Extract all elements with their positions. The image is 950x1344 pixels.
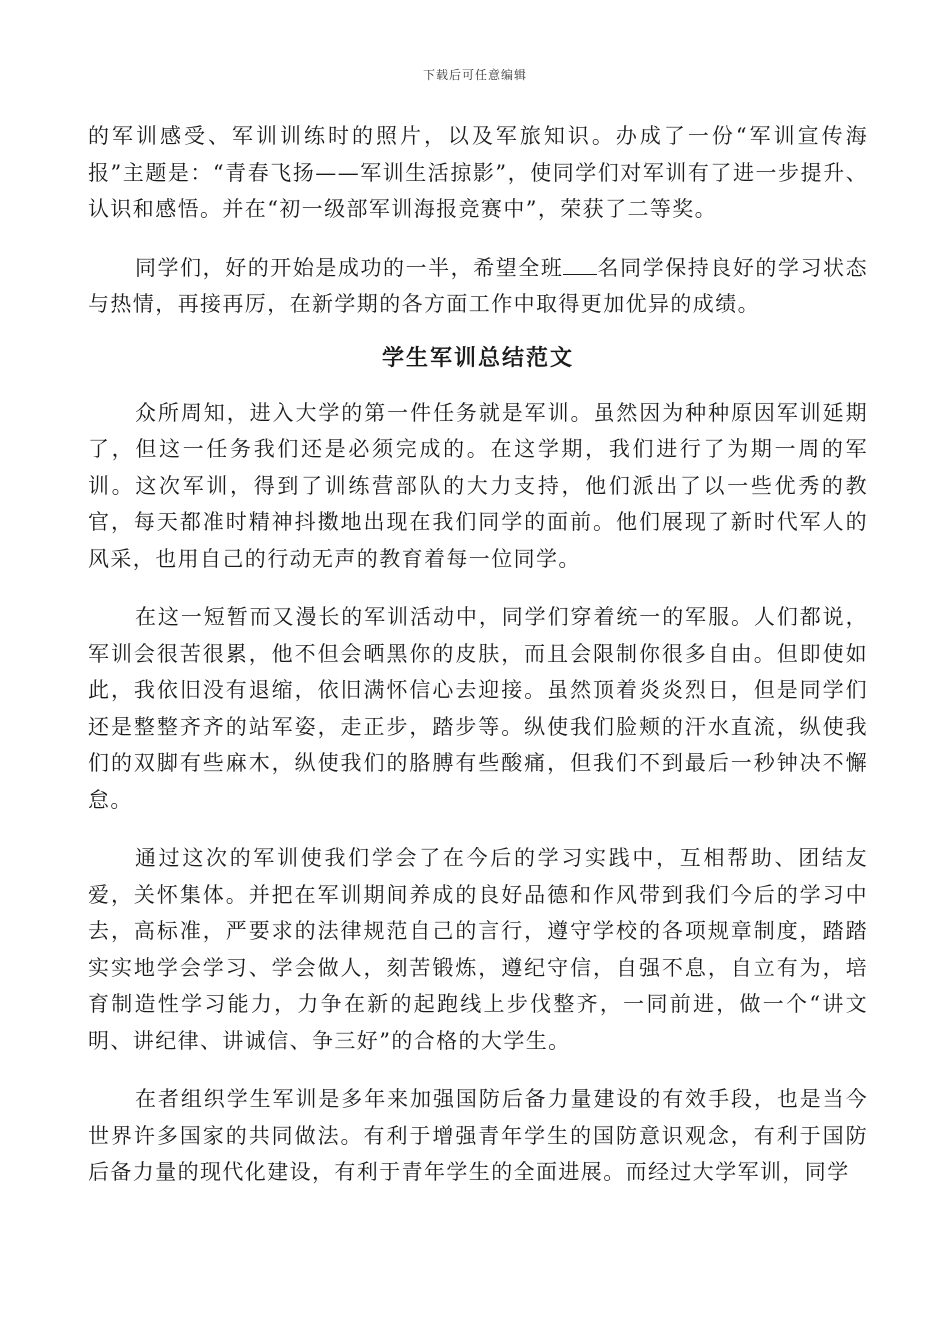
paragraph-closing-part1: 同学们，好的开始是成功的一半，希望全班: [135, 255, 564, 280]
fill-in-blank: [563, 256, 597, 275]
paragraph-continued: 的军训感受、军训训练时的照片，以及军旅知识。办成了一份“军训宣传海报”主题是：“青春飞扬——军训生活掠影”，使同学们对军训有了进一步提升、认识和感悟。并在“初一级部军训海报竞赛中”，荣获了二等奖。: [88, 124, 868, 221]
document-body: [88, 118, 868, 1191]
paragraph-closing-part2: 名同学保持良好的学习状态与热情，再接再厉，在新学期的各方面工作中取得更加优异的成绩。: [88, 255, 868, 316]
section-title: 学生军训总结范文: [381, 345, 574, 371]
paragraph-significance: 在者组织学生军训是多年来加强国防后备力量建设的有效手段，也是当今世界许多国家的共同做法。有利于增强青年学生的国防意识观念，有利于国防后备力量的现代化建设，有利于青年学生的全面进展。而经过大学军训，同学: [88, 1087, 868, 1184]
paragraph-training: 在这一短暂而又漫长的军训活动中，同学们穿着统一的军服。人们都说，军训会很苦很累，他不但会晒黑你的皮肤，而且会限制你很多自由。但即使如此，我依旧没有退缩，依旧满怀信心去迎接。虽然顶着炎炎烈日，但是同学们还是整整齐齐的站军姿，走正步，踏步等。纵使我们脸颊的汗水直流，纵使我们的双脚有些麻木，纵使我们的胳膊有些酸痛，但我们不到最后一秒钟决不懈怠。: [88, 605, 868, 812]
paragraph-closing: [88, 250, 868, 323]
paragraph-lessons: 通过这次的军训使我们学会了在今后的学习实践中，互相帮助、团结友爱，关怀集体。并把在军训期间养成的良好品德和作风带到我们今后的学习中去，高标准，严要求的法律规范自己的言行，遵守学校的各项规章制度，踏踏实实地学会学习、学会做人，刻苦锻炼，遵纪守信，自强不息，自立有为，培育制造性学习能力，力争在新的起跑线上步伐整齐，一同前进，做一个“讲文明、讲纪律、讲诚信、争三好”的合格的大学生。: [88, 846, 868, 1053]
page-header-note: 下载后可任意编辑: [422, 68, 527, 82]
paragraph-intro: 众所周知，进入大学的第一件任务就是军训。虽然因为种种原因军训延期了，但这一任务我们还是必须完成的。在这学期，我们进行了为期一周的军训。这次军训，得到了训练营部队的大力支持，他们派出了以一些优秀的教官，每天都准时精神抖擞地出现在我们同学的面前。他们展现了新时代军人的风采，也用自己的行动无声的教育着每一位同学。: [88, 400, 868, 571]
